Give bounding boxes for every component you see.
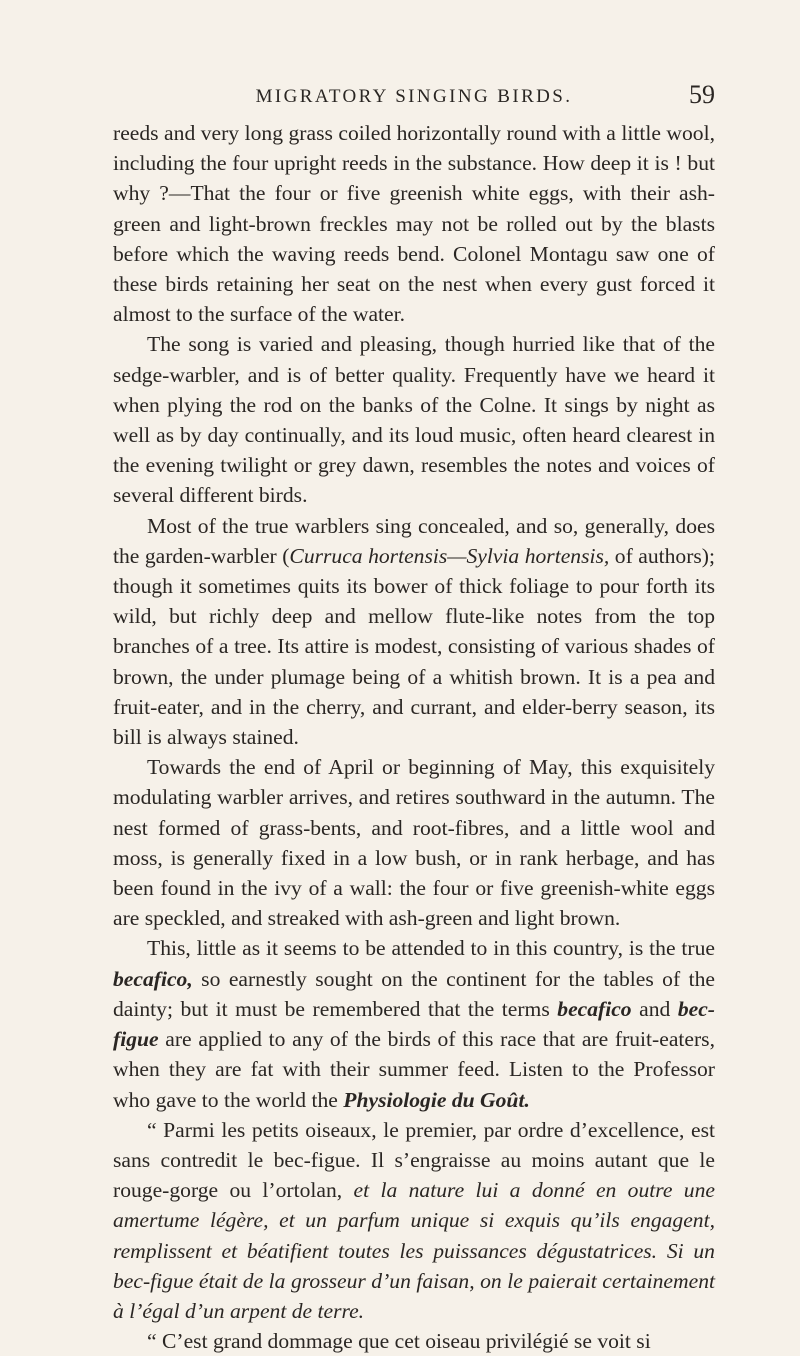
paragraph-6-quote bbox=[113, 1115, 715, 1326]
term-bec-figue: bec-figue bbox=[113, 996, 715, 1052]
paragraph-1: reeds and very long grass coiled horizontally round with a little wool, including the four upright reeds in the substance. How deep it is ! but why ?—That the four or five greenish white eggs, with their ash-green and light-brown freckles may not be rolled out by the blasts before which the waving reeds bend. Colonel Montagu saw one of these birds retaining her seat on the nest when every gust forced it almost to the surface of the water. bbox=[113, 121, 715, 327]
body-text bbox=[113, 118, 715, 1356]
text-run bbox=[657, 1239, 667, 1263]
paragraph-4: Towards the end of April or beginning of May, this exquisitely modulating warbler arrives, and retires southward in the autumn. The nest formed of grass-bents, and root-fibres, and a little wool and moss, is generally fixed in a low bush, or in rank herbage, and has been found in the ivy of a wall: the four or five greenish-white eggs are speckled, and streaked with ash-green and light brown. bbox=[113, 755, 715, 931]
book-title: Physiologie du Goût. bbox=[343, 1087, 530, 1112]
text-run: are applied to any of the birds of this race that are fruit-eaters, when they are fat with their summer feed. Listen to the Professor who gave to the world the bbox=[113, 1027, 715, 1112]
running-head: MIGRATORY SINGING BIRDS. bbox=[255, 86, 573, 107]
paragraph-3 bbox=[113, 511, 715, 753]
text-run: “ Parmi les petits oiseaux, le premier, par ordre d’excellence, est sans contredit le bec-figue. Il s’engraisse au moins autant que le rouge-gorge ou l’ortolan, bbox=[113, 1117, 715, 1203]
page-header bbox=[113, 80, 715, 116]
text-run: so earnestly sought on the continent for the tables of the dainty; but it must be remembered that the terms bbox=[113, 966, 715, 1021]
quote-italic: Si un bec-figue était de la grosseur d’un faisan, on le paierait certainement à l’égal d’un arpent de terre. bbox=[113, 1238, 715, 1323]
text-run: and bbox=[631, 996, 678, 1021]
species-name: Curruca hortensis—Sylvia hortensis, bbox=[289, 543, 610, 568]
text-run: Most of the true warblers sing concealed, and so, generally, does the garden-warbler ( bbox=[113, 513, 715, 568]
paragraph-5 bbox=[113, 933, 715, 1114]
paragraph-7: “ C’est grand dommage que cet oiseau privilégié se voit si bbox=[147, 1329, 651, 1354]
term-becafico-2: becafico bbox=[557, 996, 632, 1021]
quote-italic: et la nature lui a donné en outre une amertume légère, et un parfum unique si exquis qu’ils engagent, remplissent et béatifient toutes les puissances dégustatrices. bbox=[113, 1178, 715, 1263]
text-run: of authors); though it sometimes quits its bower of thick foliage to pour forth its wild, but richly deep and mellow flute-like notes from the top branches of a tree. Its attire is modest, consisting of various shades of brown, the under plumage being of a whitish brown. It is a pea and fruit-eater, and in the cherry, and currant, and elder-berry season, its bill is always stained. bbox=[113, 543, 715, 750]
page-number: 59 bbox=[689, 80, 715, 109]
text-run: This, little as it seems to be attended to in this country, is the true bbox=[147, 936, 715, 961]
term-becafico: becafico, bbox=[113, 966, 193, 991]
paragraph-2: The song is varied and pleasing, though hurried like that of the sedge-warbler, and is of better quality. Frequently have we heard it when plying the rod on the banks of the Colne. It sings by night as well as by day continually, and its loud music, often heard clearest in the evening twilight or grey dawn, resembles the notes and voices of several different birds. bbox=[113, 332, 715, 508]
